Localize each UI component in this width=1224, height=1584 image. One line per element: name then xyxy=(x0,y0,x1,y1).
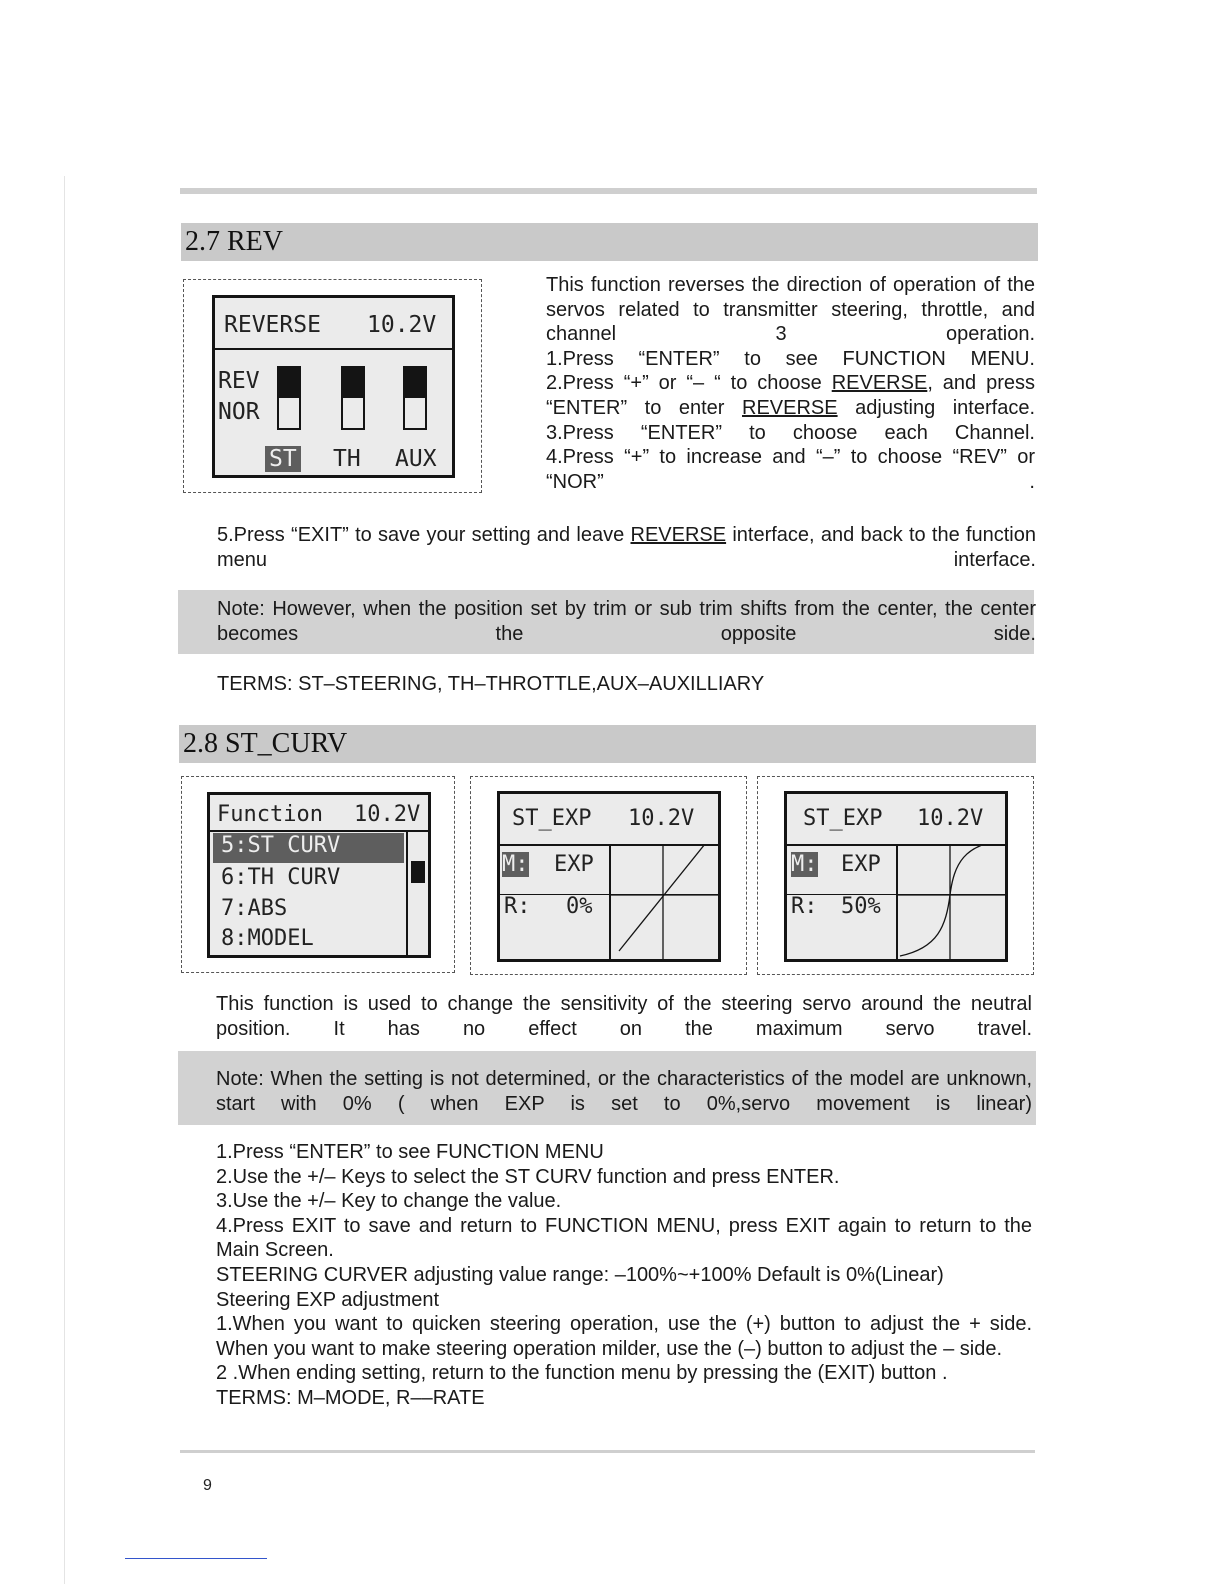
switch-st xyxy=(277,366,301,430)
linear-curve-graph xyxy=(611,846,718,959)
bottom-rule xyxy=(180,1450,1035,1453)
st-exp-0-figure xyxy=(470,776,747,975)
switch-th-knob xyxy=(343,368,363,398)
section-heading-st-curv: 2.8 ST_CURV xyxy=(179,725,1036,763)
channel-aux: AUX xyxy=(395,446,437,472)
exp-title: ST_EXP xyxy=(803,806,883,831)
curv-terms: TERMS: M–MODE, R––RATE xyxy=(216,1386,485,1409)
exp-curve-graph xyxy=(898,846,1005,959)
exp-voltage: 10.2V xyxy=(628,806,695,831)
menu-item-abs: 7:ABS xyxy=(221,896,288,921)
curv-step-4: 4.Press EXIT to save and return to FUNCTION MENU, press EXIT again to return to the Main Screen. xyxy=(216,1214,1032,1262)
function-menu-lcd xyxy=(207,792,431,958)
menu-voltage: 10.2V xyxy=(354,802,421,827)
menu-item-st-curv: 5:ST CURV xyxy=(221,833,341,858)
exp-title: ST_EXP xyxy=(512,806,592,831)
lcd-divider xyxy=(210,830,428,832)
footer-link-line xyxy=(125,1558,267,1559)
lcd-voltage: 10.2V xyxy=(367,312,437,338)
curv-step-2: 2.Use the +/– Keys to select the ST CURV function and press ENTER. xyxy=(216,1165,840,1188)
mode-value: EXP xyxy=(554,852,594,877)
reverse-link: REVERSE xyxy=(831,372,928,395)
st-exp-50-lcd xyxy=(784,791,1008,962)
st-exp-50-figure xyxy=(757,776,1034,975)
scrollbar-track xyxy=(406,830,408,955)
mode-key: M: xyxy=(502,852,529,877)
curv-exp-step-1: 1.When you want to quicken steering operation, use the (+) button to adjust the + side. When you want to make steering operation milder, use the (–) button to adjust the – side. xyxy=(216,1313,1032,1360)
channel-st: ST xyxy=(265,446,301,472)
rate-key: R: xyxy=(791,894,818,919)
curv-intro: This function is used to change the sensitivity of the steering servo around the neutral position. It has no effect on the maximum servo travel. xyxy=(216,993,1032,1040)
rev-intro: This function reverses the direction of operation of the servos related to transmitter steering, throttle, and channel 3 operation. xyxy=(546,274,1035,346)
mode-value: EXP xyxy=(841,852,881,877)
menu-item-th-curv: 6:TH CURV xyxy=(221,865,341,890)
function-menu-figure xyxy=(181,776,455,973)
menu-item-model: 8:MODEL xyxy=(221,926,314,951)
scrollbar-thumb xyxy=(411,861,425,883)
rev-step-4: 4.Press “+” to increase and “–” to choose “REV” or “NOR” . xyxy=(546,446,1035,493)
rev-step-5: 5.Press “EXIT” to save your setting and leave REVERSE interface, and back to the function menu interface. xyxy=(217,524,1036,571)
reverse-link: REVERSE xyxy=(742,396,838,419)
rate-value: 0% xyxy=(566,894,593,919)
curv-exp-step-2: 2 .When ending setting, return to the function menu by pressing the (EXIT) button . xyxy=(216,1362,948,1385)
switch-aux-knob xyxy=(405,368,425,398)
curve-line xyxy=(619,846,709,951)
reverse-link: REVERSE xyxy=(630,524,727,546)
curv-step-1: 1.Press “ENTER” to see FUNCTION MENU xyxy=(216,1141,604,1163)
rev-terms: TERMS: ST–STEERING, TH–THROTTLE,AUX–AUXILLIARY xyxy=(217,673,765,695)
lcd-divider xyxy=(215,348,452,350)
lcd-title: REVERSE xyxy=(224,312,321,338)
page-number: 9 xyxy=(203,1477,212,1494)
rev-body xyxy=(510,273,1035,494)
rev-label: REV xyxy=(218,368,260,394)
nor-label: NOR xyxy=(218,399,260,425)
menu-title: Function xyxy=(217,802,323,827)
rev-note: Note: However, when the position set by trim or sub trim shifts from the center, the center becomes the opposite side. xyxy=(217,598,1036,645)
curv-steps xyxy=(180,1140,1032,1411)
curve-line xyxy=(900,846,1005,956)
exp-voltage: 10.2V xyxy=(917,806,984,831)
curv-note: Note: When the setting is not determined, or the characteristics of the model are unknown, start with 0% ( when EXP is set to 0%,servo movement is linear) xyxy=(216,1068,1032,1115)
rate-key: R: xyxy=(504,894,531,919)
page-edge-line xyxy=(64,176,65,1584)
rev-step-2: 2.Press “+” or “– “ to choose REVERSE, and press “ENTER” to enter REVERSE adjusting interface. xyxy=(546,372,1036,419)
switch-aux xyxy=(403,366,427,430)
rev-step-1: 1.Press “ENTER” to see FUNCTION MENU. xyxy=(546,347,1035,370)
curv-step-3: 3.Use the +/– Key to change the value. xyxy=(216,1190,562,1213)
mode-key: M: xyxy=(791,852,818,877)
switch-th xyxy=(341,366,365,430)
curv-exp-title: Steering EXP adjustment xyxy=(216,1288,440,1311)
channel-th: TH xyxy=(333,446,361,472)
section-heading-rev: 2.7 REV xyxy=(181,223,1038,261)
reverse-lcd xyxy=(212,295,455,478)
top-rule xyxy=(180,188,1037,194)
rev-step-3: 3.Press “ENTER” to choose each Channel. xyxy=(546,421,1035,444)
curv-range: STEERING CURVER adjusting value range: –100%~+100% Default is 0%(Linear) xyxy=(216,1263,944,1286)
reverse-screen-figure xyxy=(183,279,482,493)
switch-st-knob xyxy=(279,368,299,398)
rate-value: 50% xyxy=(841,894,881,919)
st-exp-0-lcd xyxy=(497,791,721,962)
